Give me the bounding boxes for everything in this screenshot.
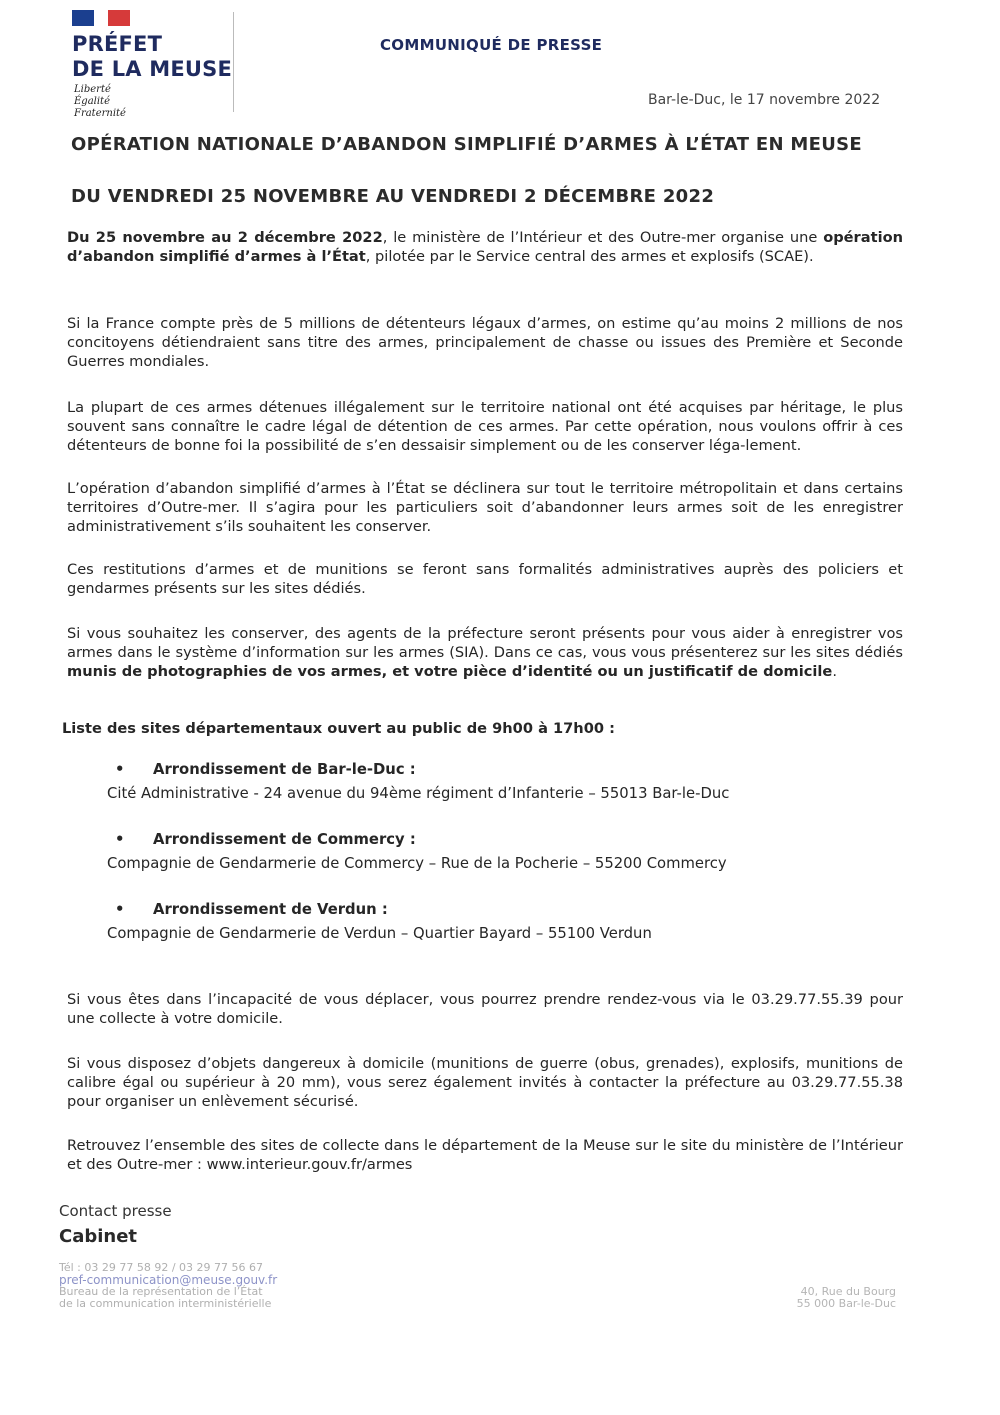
document-type: COMMUNIQUÉ DE PRESSE (380, 36, 603, 54)
contact-phone: Tél : 03 29 77 58 92 / 03 29 77 56 67 (59, 1261, 264, 1274)
bullet: • (115, 761, 125, 778)
site-name: Arrondissement de Commercy : (153, 831, 416, 848)
intro-dates: Du 25 novembre au 2 décembre 2022 (67, 229, 383, 246)
registration-text: Si vous souhaitez les conserver, des agents de la préfecture seront présents pour vous aider à enregistrer vos armes dans le système d’information sur les armes (SIA). Dans ce cas, vous vous présenterez sur les sites dédiés (67, 625, 903, 661)
sites-list-title: Liste des sites départementaux ouvert au public de 9h00 à 17h00 : (62, 720, 615, 737)
address-line-2: 55 000 Bar-le-Duc (796, 1297, 896, 1310)
bureau-line-1: Bureau de la représentation de l’État (59, 1285, 263, 1298)
marianne-flag-icon (72, 10, 132, 26)
header-divider (233, 12, 234, 112)
motto-egalite: Égalité (74, 96, 110, 107)
paragraph-registration (67, 624, 903, 681)
place-date: Bar-le-Duc, le 17 novembre 2022 (648, 92, 881, 108)
site-address: Cité Administrative - 24 avenue du 94ème régiment d’Infanterie – 55013 Bar-le-Duc (107, 785, 730, 802)
prefecture-address (776, 1286, 896, 1310)
paragraph-appointment: Si vous êtes dans l’incapacité de vous déplacer, vous pourrez prendre rendez-vous via le 03.29.77.55.39 pour une collecte à votre domicile. (67, 991, 903, 1027)
contact-email[interactable]: pref-communication@meuse.gouv.fr (59, 1273, 278, 1287)
contact-label: Contact presse (59, 1202, 172, 1220)
logo-line-1: PRÉFET (72, 32, 163, 56)
bullet: • (115, 901, 125, 918)
list-item (107, 828, 907, 876)
contact-details (59, 1262, 277, 1310)
bullet: • (115, 831, 125, 848)
address-line-1: 40, Rue du Bourg (800, 1285, 896, 1298)
prefecture-logo (72, 32, 232, 82)
paragraph-more-info: Retrouvez l’ensemble des sites de collecte dans le département de la Meuse sur le site du ministère de l’Intérieur et des Outre-mer : www.interieur.gouv.fr/armes (67, 1137, 903, 1173)
site-address: Compagnie de Gendarmerie de Commercy – Rue de la Pocherie – 55200 Commercy (107, 855, 727, 872)
motto-liberte: Liberté (74, 84, 111, 95)
page-subtitle: DU VENDREDI 25 NOVEMBRE AU VENDREDI 2 DÉCEMBRE 2022 (71, 186, 715, 207)
list-item (107, 758, 907, 806)
paragraph-restitutions: Ces restitutions d’armes et de munitions se feront sans formalités administratives auprès des policiers et gendarmes présents sur les sites dédiés. (67, 561, 903, 597)
registration-end: . (832, 663, 837, 680)
list-item (107, 898, 907, 946)
bureau-line-2: de la communication interministérielle (59, 1297, 272, 1310)
intro-operation: opération d’abandon simplifié d’armes à l’État (67, 229, 903, 265)
paragraph-territory: L’opération d’abandon simplifié d’armes à l’État se déclinera sur tout le territoire métropolitain et dans certains territoires d’Outre-mer. Il s’agira pour les particuliers soit d’abandonner leurs armes soit de les enregistrer administrativement s’ils souhaitent les conserver. (67, 480, 903, 535)
intro-text-2: , pilotée par le Service central des armes et explosifs (SCAE). (365, 248, 814, 265)
paragraph-intro (67, 228, 903, 266)
site-address: Compagnie de Gendarmerie de Verdun – Quartier Bayard – 55100 Verdun (107, 925, 652, 942)
republic-motto (74, 84, 126, 120)
site-name: Arrondissement de Verdun : (153, 901, 388, 918)
page-title: OPÉRATION NATIONALE D’ABANDON SIMPLIFIÉ D’ARMES À L’ÉTAT EN MEUSE (71, 134, 863, 155)
contact-cabinet: Cabinet (59, 1226, 138, 1247)
site-name: Arrondissement de Bar-le-Duc : (153, 761, 416, 778)
paragraph-context: Si la France compte près de 5 millions de détenteurs légaux d’armes, on estime qu’au moins 2 millions de nos concitoyens détiendraient sans titre des armes, principalement de chasse ou issues des Première et Seconde Guerres mondiales. (67, 315, 903, 370)
paragraph-dangerous-objects: Si vous disposez d’objets dangereux à domicile (munitions de guerre (obus, grenades), explosifs, munitions de calibre égal ou supérieur à 20 mm), vous serez également invités à contacter la préfecture au 03.29.77.55.38 pour organiser un enlèvement sécurisé. (67, 1055, 903, 1110)
intro-text-1: , le ministère de l’Intérieur et des Outre-mer organise une (382, 229, 824, 246)
registration-requirements: munis de photographies de vos armes, et votre pièce d’identité ou un justificatif de domicile (67, 663, 833, 680)
logo-line-2: DE LA MEUSE (72, 57, 232, 81)
motto-fraternite: Fraternité (74, 108, 126, 119)
paragraph-illegal-weapons: La plupart de ces armes détenues illégalement sur le territoire national ont été acquises par héritage, le plus souvent sans connaître le cadre légal de détention de ces armes. Par cette opération, nous voulons offrir à ces détenteurs de bonne foi la possibilité de s’en dessaisir simplement ou de les conserver léga-lement. (67, 399, 903, 454)
